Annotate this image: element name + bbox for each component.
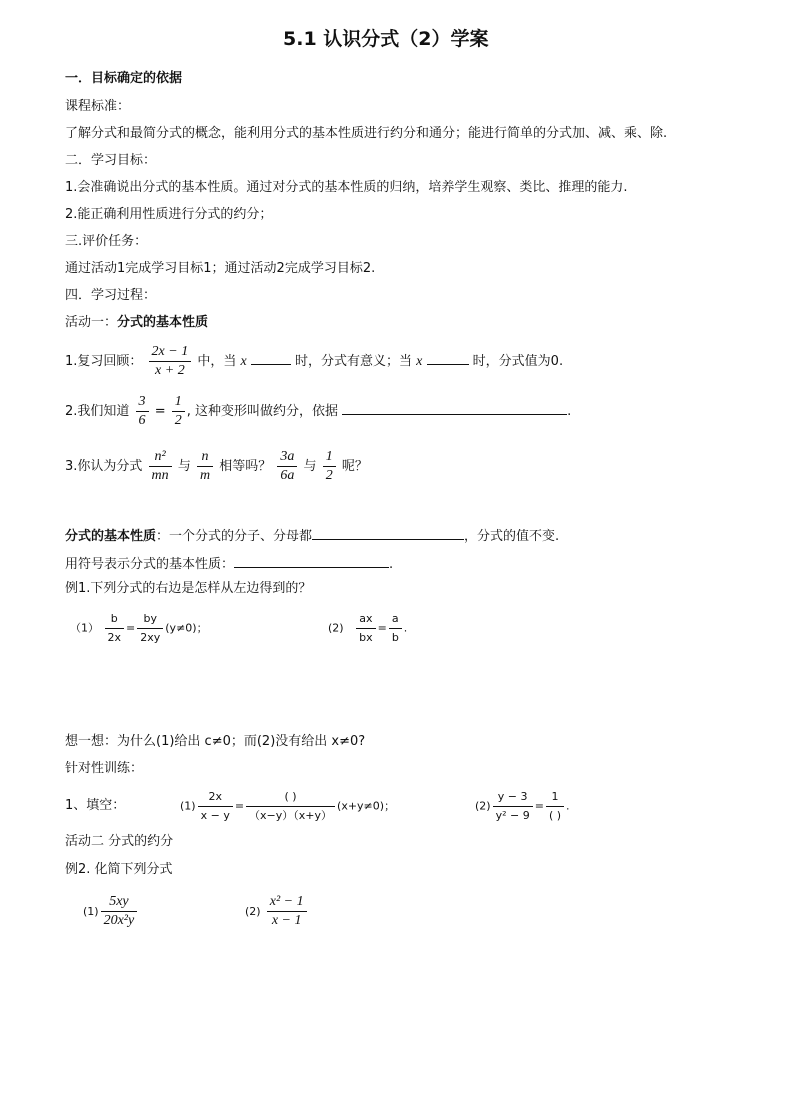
ex1-p2-equals: =	[377, 621, 387, 635]
activity1-heading	[65, 314, 208, 332]
q3-f3-denominator: 6a	[280, 468, 295, 483]
question-2	[65, 393, 571, 430]
q2-f1-numerator: 3	[136, 393, 149, 412]
q2-end: .	[567, 404, 572, 419]
ex1-p1-fraction-2	[137, 610, 163, 647]
ex1-p1-condition: (y≠0)；	[165, 621, 208, 635]
q3-end: 呢？	[341, 459, 368, 474]
section2-heading: 二．学习目标：	[65, 153, 157, 168]
practice-heading: 针对性训练：	[65, 761, 144, 776]
ex1-p2-fraction-2	[389, 610, 402, 647]
property-text-2: ，分式的值不变.	[464, 529, 560, 544]
q3-f1-denominator: mn	[151, 468, 169, 483]
example1-part2	[328, 610, 407, 647]
pr-p1-equals: =	[234, 799, 245, 813]
assessment-text: 通过活动1完成学习目标1；通过活动2完成学习目标2.	[65, 261, 376, 276]
pr-p2-f1-numerator: y − 3	[493, 788, 533, 807]
q3-f4-denominator: 2	[325, 468, 333, 483]
q1-part1: 中，当	[197, 354, 237, 369]
q2-blank[interactable]	[342, 400, 567, 415]
ex1-p2-f2-denominator: b	[391, 631, 399, 644]
ex1-p1-fraction-1	[105, 610, 125, 647]
page-title: 5.1 认识分式（2）学案	[283, 28, 489, 50]
q2-f2-denominator: 2	[174, 413, 182, 428]
q3-mid: 相等吗？	[219, 459, 272, 474]
practice-part2	[475, 788, 570, 825]
ex2-p1-numerator: 5xy	[101, 893, 138, 912]
example1-text: 例1.下列分式的右边是怎样从左边得到的？	[65, 581, 312, 596]
q3-f4-numerator: 1	[323, 448, 336, 467]
ex1-p2-f2-numerator: a	[389, 610, 402, 629]
q2-text: 这种变形叫做约分，依据	[195, 404, 339, 419]
activity1-title: 分式的基本性质	[117, 315, 209, 330]
q1-denominator: x + 2	[155, 363, 185, 378]
ex1-p2-label: (2)	[328, 621, 344, 635]
q1-blank-2[interactable]	[427, 350, 469, 365]
curriculum-text: 了解分式和最简分式的概念，能利用分式的基本性质进行约分和通分；能进行简单的分式加、减、乘、除.	[65, 126, 668, 141]
q3-f1-numerator: n²	[149, 448, 172, 467]
q1-fraction	[149, 343, 192, 380]
question-1	[65, 343, 563, 380]
q3-and-2: 与	[303, 459, 317, 474]
ex2-p2-denominator: x − 1	[271, 913, 302, 928]
question-3	[65, 448, 368, 485]
practice-part1	[180, 788, 395, 825]
q1-prefix: 1.复习回顾：	[65, 354, 143, 369]
think-question: 想一想：为什么(1)给出 c≠0；而(2)没有给出 x≠0?	[65, 734, 366, 749]
pr-p2-fraction-1	[493, 788, 533, 825]
q1-blank-1[interactable]	[251, 350, 291, 365]
pr-p1-condition: (x+y≠0)；	[337, 799, 396, 813]
goal-item-1: 1.会准确说出分式的基本性质。通过对分式的基本性质的归纳，培养学生观察、类比、推理的能力.	[65, 180, 628, 195]
q2-equals: =	[154, 404, 166, 419]
activity2-heading: 活动二 分式的约分	[65, 834, 174, 849]
pr-p1-f1-numerator: 2x	[198, 788, 233, 807]
ex2-p2-numerator: x² − 1	[267, 893, 307, 912]
pr-p2-f2-numerator: 1	[546, 788, 564, 807]
curriculum-label: 课程标准：	[65, 99, 131, 114]
pr-p1-f2-denominator: （x−y）（x+y）	[249, 809, 333, 822]
q3-fraction-3	[277, 448, 297, 485]
q1-part2: 时，分式有意义；当	[295, 354, 413, 369]
pr-p1-fraction-2	[246, 788, 335, 825]
q3-f2-numerator: n	[197, 448, 213, 467]
q3-fraction-1	[149, 448, 172, 485]
ex1-p2-end: .	[403, 621, 408, 635]
goal-item-2: 2.能正确利用性质进行分式的约分；	[65, 207, 273, 222]
q2-fraction-2	[172, 393, 185, 430]
ex2-p2-fraction	[267, 893, 307, 930]
q2-prefix: 2.我们知道	[65, 404, 130, 419]
ex1-p2-f1-numerator: ax	[356, 610, 376, 629]
pr-p2-fraction-2	[546, 788, 564, 825]
property-label: 分式的基本性质	[65, 529, 157, 544]
q3-fraction-4	[323, 448, 336, 485]
pr-p1-f2-numerator-blank[interactable]: ( )	[246, 788, 335, 807]
pr-p2-equals: =	[534, 799, 544, 813]
ex2-p2-label: (2)	[245, 905, 261, 918]
example1-part1	[70, 610, 208, 647]
example2-part1	[83, 893, 139, 930]
q2-fraction-1	[136, 393, 149, 430]
example2-part2	[245, 893, 309, 930]
property-line	[65, 525, 559, 546]
section1-heading: 一．目标确定的依据	[65, 71, 183, 86]
q2-f1-denominator: 6	[138, 413, 146, 428]
property-text-1: ：一个分式的分子、分母都	[156, 529, 313, 544]
pr-p1-f1-denominator: x − y	[200, 809, 230, 822]
ex2-p1-label: (1)	[83, 905, 99, 918]
q1-part3: 时，分式值为0.	[472, 354, 564, 369]
pr-p2-f1-denominator: y² − 9	[495, 809, 530, 822]
pr-p1-label: (1)	[180, 799, 196, 813]
ex2-p1-denominator: 20x²y	[103, 913, 135, 928]
pr-p2-f2-denominator-blank[interactable]: ( )	[548, 809, 562, 822]
pr-p2-end: .	[566, 799, 570, 813]
ex1-p1-label: （1）	[70, 621, 99, 635]
practice-label: 1、填空：	[65, 798, 126, 813]
q3-f3-numerator: 3a	[277, 448, 297, 467]
ex1-p1-f1-denominator: 2x	[107, 631, 122, 644]
property-blank[interactable]	[312, 525, 464, 540]
q3-fraction-2	[197, 448, 213, 485]
ex1-p1-f1-numerator: b	[105, 610, 125, 629]
section4-heading: 四．学习过程：	[65, 288, 157, 303]
q3-prefix: 3.你认为分式	[65, 459, 143, 474]
symbol-line	[65, 553, 393, 574]
q3-and-1: 与	[177, 459, 191, 474]
q1-var2: x	[416, 354, 423, 369]
q1-numerator: 2x − 1	[149, 343, 192, 362]
q2-comma: ,	[186, 404, 191, 419]
ex1-p2-fraction-1	[356, 610, 376, 647]
ex1-p1-f2-numerator: by	[137, 610, 163, 629]
symbol-end: .	[389, 557, 394, 572]
ex1-p1-f2-denominator: 2xy	[140, 631, 161, 644]
ex1-p2-f1-denominator: bx	[359, 631, 373, 644]
example2-text: 例2. 化简下列分式	[65, 862, 173, 877]
symbol-text: 用符号表示分式的基本性质：	[65, 557, 235, 572]
q1-var1: x	[240, 354, 247, 369]
pr-p1-fraction-1	[198, 788, 233, 825]
section3-heading: 三.评价任务：	[65, 234, 148, 249]
ex1-p1-equals: =	[126, 621, 136, 635]
q2-f2-numerator: 1	[172, 393, 185, 412]
ex2-p1-fraction	[101, 893, 138, 930]
symbol-blank[interactable]	[234, 553, 389, 568]
pr-p2-label: (2)	[475, 799, 491, 813]
activity1-prefix: 活动一：	[65, 315, 118, 330]
q3-f2-denominator: m	[199, 468, 211, 483]
